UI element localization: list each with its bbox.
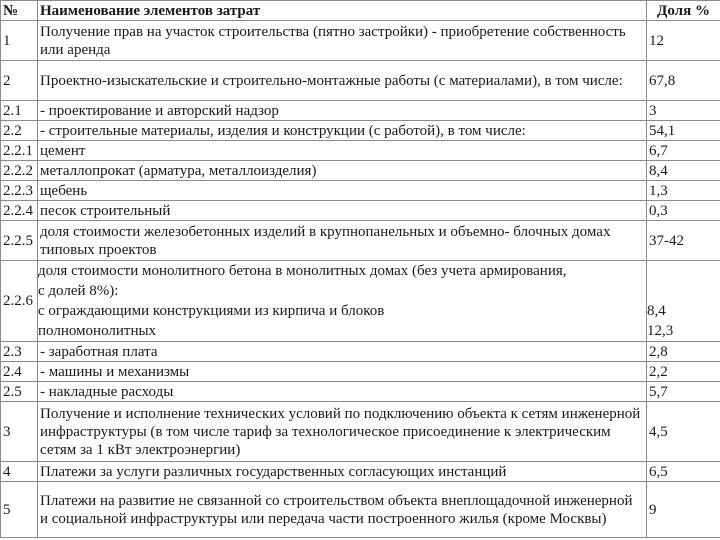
header-num: № <box>1 1 38 21</box>
row-name: доля стоимости железобетонных изделий в крупнопанельных и объемно- блочных домах типовых проектов <box>38 221 647 261</box>
row-name: песок строительный <box>38 201 647 221</box>
row-name-line: доля стоимости монолитного бетона в монолитных домах (без учета армирования, <box>38 263 567 279</box>
header-share: Доля % <box>647 1 720 21</box>
table-row <box>1 141 720 161</box>
row-name <box>38 261 647 342</box>
table-row <box>1 181 720 201</box>
row-share: 37-42 <box>647 221 720 261</box>
row-share: 2,8 <box>647 342 720 362</box>
row-name: металлопрокат (арматура, металлоизделия) <box>38 161 647 181</box>
row-num: 2.5 <box>1 382 38 402</box>
row-share: 4,5 <box>647 402 720 462</box>
row-share: 5,7 <box>647 382 720 402</box>
row-share: 1,3 <box>647 181 720 201</box>
table-row <box>1 261 720 342</box>
table-row <box>1 221 720 261</box>
row-share: 67,8 <box>647 61 720 101</box>
row-share-line: 8,4 <box>647 303 666 319</box>
row-share-line <box>647 281 720 301</box>
row-share <box>647 261 720 342</box>
row-share: 6,5 <box>647 462 720 482</box>
table-row <box>1 101 720 121</box>
row-share-line <box>647 261 720 281</box>
table-row <box>1 362 720 382</box>
header-row <box>1 1 720 21</box>
row-num: 5 <box>1 482 38 538</box>
row-name: цемент <box>38 141 647 161</box>
row-name: Платежи за услуги различных государственных согласующих инстанций <box>38 462 647 482</box>
row-num: 4 <box>1 462 38 482</box>
row-num: 2.2.6 <box>1 261 38 342</box>
table-row <box>1 121 720 141</box>
row-share: 9 <box>647 482 720 538</box>
row-name: Получение и исполнение технических условий по подключению объекта к сетям инженерной инфраструктуры (в том числе тариф за технологическое присоединение к электрическим сетям за 1 кВт электроэнергии) <box>38 402 647 462</box>
row-num: 2.1 <box>1 101 38 121</box>
row-name: Получение прав на участок строительства (пятно застройки) - приобретение собственность или аренда <box>38 21 647 61</box>
row-name: - строительные материалы, изделия и конструкции (с работой), в том числе: <box>38 121 647 141</box>
row-share: 54,1 <box>647 121 720 141</box>
row-name-line: с ограждающими конструкциями из кирпича и блоков <box>38 303 385 319</box>
row-share: 8,4 <box>647 161 720 181</box>
table-row <box>1 161 720 181</box>
row-share-line: 12,3 <box>647 323 674 339</box>
row-name-line: с долей 8%): <box>38 283 119 299</box>
row-num: 2.2.2 <box>1 161 38 181</box>
table-row <box>1 61 720 101</box>
row-num: 2.3 <box>1 342 38 362</box>
row-name: щебень <box>38 181 647 201</box>
row-num: 2.2.3 <box>1 181 38 201</box>
table-row <box>1 21 720 61</box>
row-name: Проектно-изыскательские и строительно-монтажные работы (с материалами), в том числе: <box>38 61 647 101</box>
row-name: - машины и механизмы <box>38 362 647 382</box>
table-row <box>1 382 720 402</box>
row-name: Платежи на развитие не связанной со строительством объекта внеплощадочной инженерной и социальной инфраструктуры или передача части построенного жилья (кроме Москвы) <box>38 482 647 538</box>
row-name: - проектирование и авторский надзор <box>38 101 647 121</box>
row-share: 3 <box>647 101 720 121</box>
row-num: 2 <box>1 61 38 101</box>
row-num: 2.2.1 <box>1 141 38 161</box>
header-name: Наименование элементов затрат <box>38 1 647 21</box>
table-row <box>1 402 720 462</box>
row-name-line: полномонолитных <box>38 323 157 339</box>
row-num: 2.2.4 <box>1 201 38 221</box>
row-num: 3 <box>1 402 38 462</box>
row-share: 2,2 <box>647 362 720 382</box>
row-num: 2.4 <box>1 362 38 382</box>
row-name: - накладные расходы <box>38 382 647 402</box>
row-share: 12 <box>647 21 720 61</box>
table-row <box>1 462 720 482</box>
table-row <box>1 482 720 538</box>
table-row <box>1 342 720 362</box>
row-share: 6,7 <box>647 141 720 161</box>
row-share: 0,3 <box>647 201 720 221</box>
table-row <box>1 201 720 221</box>
row-name: - заработная плата <box>38 342 647 362</box>
row-num: 2.2.5 <box>1 221 38 261</box>
row-num: 1 <box>1 21 38 61</box>
row-num: 2.2 <box>1 121 38 141</box>
